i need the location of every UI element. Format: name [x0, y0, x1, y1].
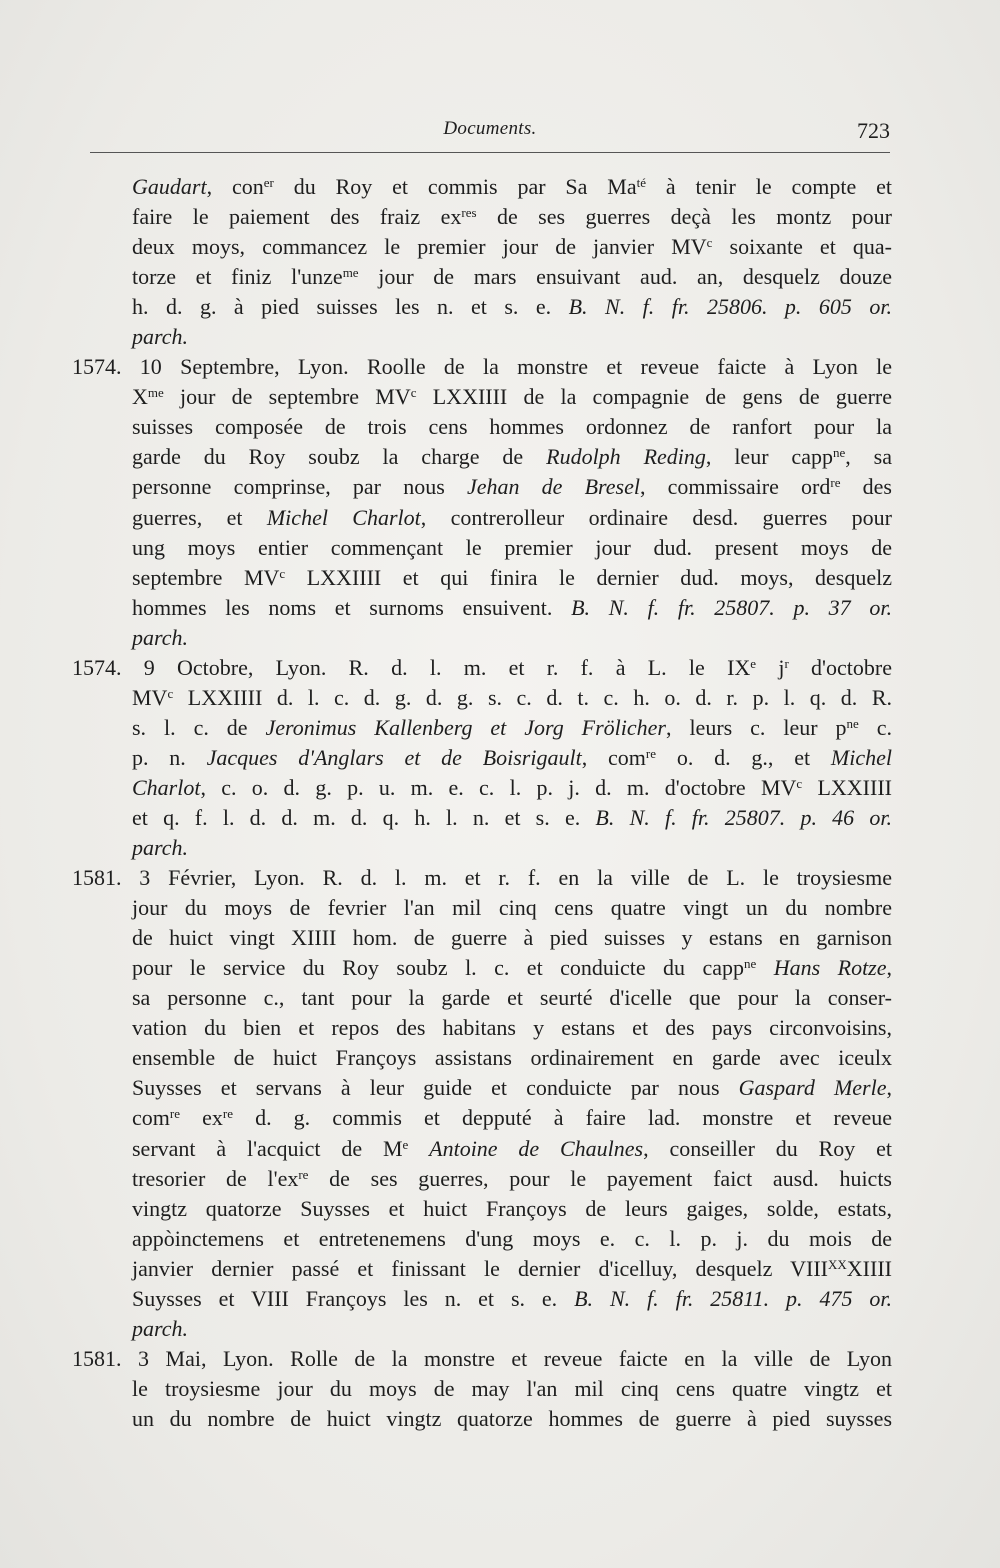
- text-line: 1574. 9 Octobre, Lyon. R. d. l. m. et r. f. à L. le IXe $j^r$ d'octobre: [72, 654, 892, 680]
- running-title: Documents.: [443, 118, 537, 139]
- text-line: parch.: [132, 624, 189, 650]
- text-line: personne comprinse, par nous Jehan de Bresel, commissaire ord$^{re}$ des: [132, 474, 892, 500]
- header-rule: [90, 152, 890, 153]
- text-line: vation du bien et repos des habitans y estans et des pays circonvoisins,: [132, 1015, 892, 1041]
- text-line: Suysses et servans à leur guide et conduicte par nous Gaspard Merle,: [132, 1075, 892, 1101]
- text-line: Charlot, c. o. d. g. p. u. m. e. c. l. p. j. d. m. d'octobre $MV^c$ LXXIIII: [132, 774, 892, 800]
- text-line: p. n. Jacques d'Anglars et de Boisrigault, com$^{re}$ o. d. g., et Michel: [132, 744, 892, 770]
- text-line: faire le paiement des fraiz $ex^{res}$ de ses guerres deçà les montz pour: [132, 204, 892, 230]
- text-line: ensemble de huict Françoys assistans ordinairement en garde avec iceulx: [132, 1045, 892, 1071]
- text-line: vingtz quatorze Suysses et huict Françoys de leurs gaiges, solde, estats,: [132, 1195, 892, 1221]
- text-line: 1581. 3 Février, Lyon. R. d. l. m. et r. f. en la ville de L. le troysiesme: [72, 865, 892, 891]
- text-line: un du nombre de huict vingtz quatorze hommes de guerre à pied suysses: [132, 1405, 892, 1431]
- text-line: $MV^c$ LXXIIII d. l. c. d. g. d. g. s. c. d. t. c. h. o. d. r. p. l. q. d. R.: [132, 684, 892, 710]
- text-line: com$^{re}$ $ex^{re}$ d. g. commis et depputé à faire lad. monstre et reveue: [132, 1105, 892, 1131]
- body-text: [72, 172, 892, 1434]
- text-line: appòinctemens et entretenemens d'ung moys e. c. l. p. j. du mois de: [132, 1225, 892, 1251]
- text-line: $X^{me}$ jour de septembre $MV^c$ LXXIIII de la compagnie de gens de guerre: [132, 384, 892, 410]
- page-number: 723: [857, 118, 890, 143]
- text-line: h. d. g. à pied suisses les n. et s. e. B. N. f. fr. 25806. p. 605 or.: [132, 294, 892, 320]
- text-line: torze et finiz l'unze$^{me}$ jour de mars ensuivant aud. an, desquelz douze: [132, 264, 892, 290]
- text-line: septembre $MV^c$ LXXIIII et qui finira le dernier dud. moys, desquelz: [132, 564, 892, 590]
- text-line: Suysses et VIII Françoys les n. et s. e. B. N. f. fr. 25811. p. 475 or.: [132, 1285, 892, 1311]
- text-line: deux moys, commancez le premier jour de janvier $MV^c$ soixante et qua-: [132, 234, 892, 260]
- text-line: tresorier de $l'ex^{re}$ de ses guerres, pour le payement faict ausd. huicts: [132, 1165, 892, 1191]
- text-line: hommes les noms et surnoms ensuivent. B. N. f. fr. 25807. p. 37 or.: [132, 594, 892, 620]
- text-line: s. l. c. de Jeronimus Kallenberg et Jorg Frölicher, leurs c. leur $p^{ne}$ c.: [132, 714, 892, 740]
- text-line: servant à l'acquict de Me Antoine de Chaulnes, conseiller du Roy et: [132, 1135, 892, 1161]
- page-header: [90, 112, 890, 152]
- text-line: janvier dernier passé et finissant le dernier d'icelluy, desquelz $VIII^{XX}XIIII$: [132, 1255, 892, 1281]
- text-line: parch.: [132, 835, 189, 861]
- text-line: Gaudart, con$^{er}$ du Roy et commis par Sa $Ma^{té}$ à tenir le compte et: [132, 174, 892, 199]
- text-line: sa personne c., tant pour la garde et seurté d'icelle que pour la conser-: [132, 985, 892, 1011]
- text-line: et q. f. l. d. d. m. d. q. h. l. n. et s. e. B. N. f. fr. 25807. p. 46 or.: [132, 804, 892, 830]
- text-line: 1574. 10 Septembre, Lyon. Roolle de la monstre et reveue faicte à Lyon le: [72, 354, 892, 380]
- text-line: 1581. 3 Mai, Lyon. Rolle de la monstre et reveue faicte en la ville de Lyon: [72, 1345, 892, 1371]
- text-line: pour le service du Roy soubz l. c. et conduicte du capp$^{ne}$ Hans Rotze,: [132, 955, 892, 981]
- text-line: suisses composée de trois cens hommes ordonnez de ranfort pour la: [132, 414, 892, 440]
- text-line: parch.: [132, 324, 189, 350]
- text-line: garde du Roy soubz la charge de Rudolph Reding, leur capp$^{ne}$, sa: [132, 444, 892, 470]
- text-line: de huict vingt XIIII hom. de guerre à pied suisses y estans en garnison: [132, 925, 892, 951]
- text-line: parch.: [132, 1315, 189, 1341]
- text-line: guerres, et Michel Charlot, contrerolleur ordinaire desd. guerres pour: [132, 504, 892, 530]
- text-line: ung moys entier commençant le premier jour dud. present moys de: [132, 534, 892, 560]
- text-line: jour du moys de fevrier l'an mil cinq cens quatre vingt un du nombre: [132, 895, 892, 921]
- text-line: le troysiesme jour du moys de may l'an mil cinq cens quatre vingtz et: [132, 1375, 892, 1401]
